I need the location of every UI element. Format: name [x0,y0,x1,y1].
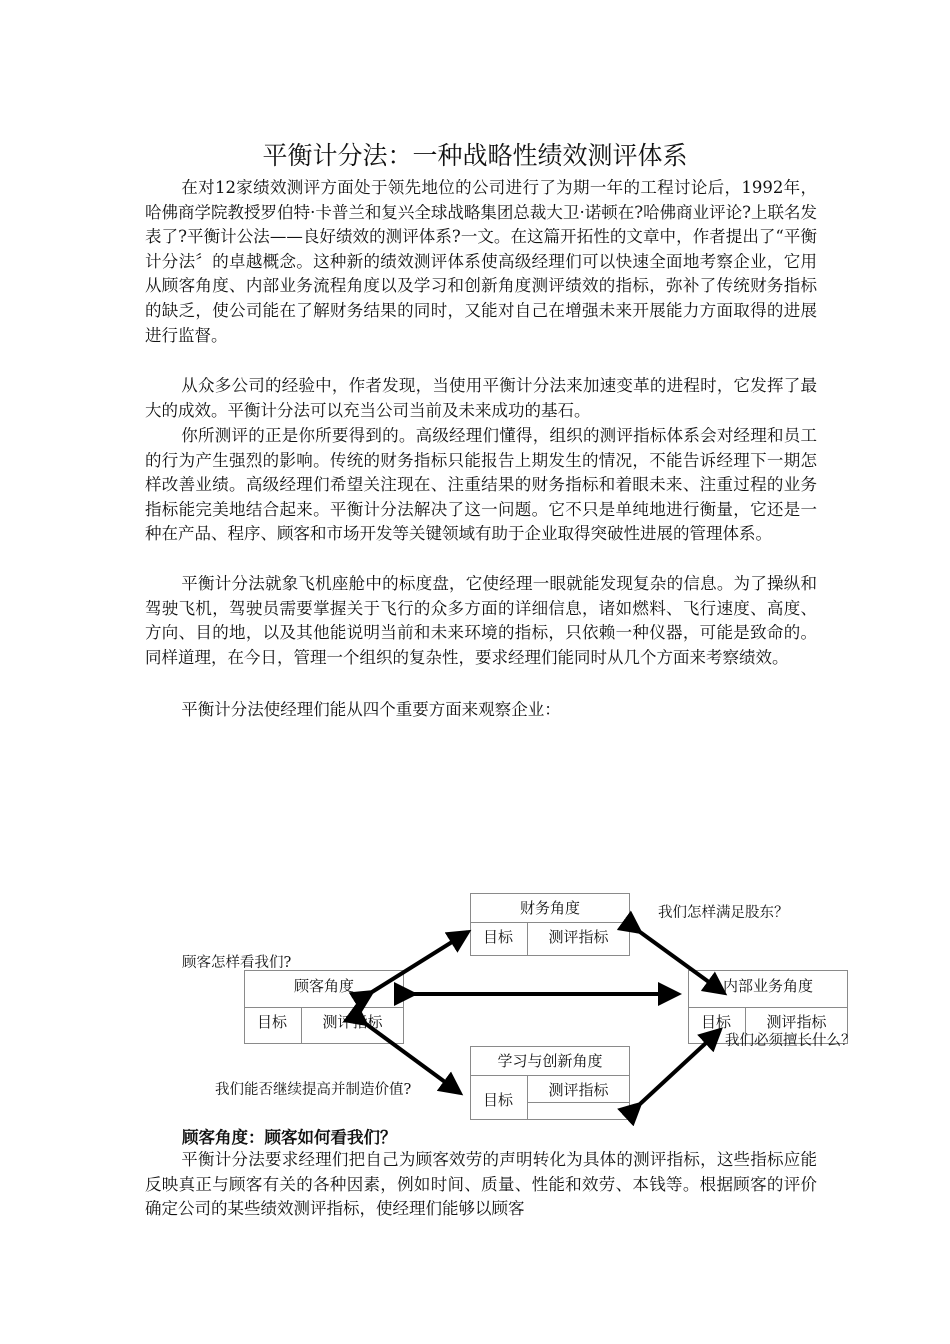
question-customer: 顾客怎样看我们? [182,955,292,971]
customer-goal: 目标 [245,1007,302,1043]
question-internal: 我们必须擅长什么？ [725,1033,856,1049]
question-finance: 我们怎样满足股东？ [658,905,789,921]
paragraph-cockpit: 平衡计分法就象飞机座舱中的标度盘，它使经理一眼就能发现复杂的信息。为了操纵和驾驶飞机，驾驶员需要掌握关于飞行的众多方面的详细信息，诸如燃料、飞行速度、高度、方向、目的地，以及其他能说明当前和未来环境的指标，只依赖一种仪器，可能是致命的。同样道理，在今日，管理一个组织的复杂性，要求经理们能同时从几个方面来考察绩效。 [145,574,817,667]
paragraph-experience: 从众多公司的经验中，作者发现，当使用平衡计分法来加速变革的进程时，它发挥了最大的成效。平衡计分法可以充当公司当前及未来成功的基石。 [145,376,817,420]
finance-header: 财务角度 [471,894,629,923]
question-learning: 我们能否继续提高并制造价值? [215,1082,412,1098]
finance-measure: 测评指标 [548,928,609,946]
paragraph-intro: 在对12家绩效测评方面处于领先地位的公司进行了为期一年的工程讨论后，1992年，哈佛商学院教授罗伯特·卡普兰和复兴全球战略集团总裁大卫·诺顿在?哈佛商业评论?上联名发表了?平衡计公法——良好绩效的测评体系?一文。在这篇开拓性的文章中，作者提出了“平衡计分法〞的卓越概念。这种新的绩效测评体系使高级经理们可以快速全面地考察企业，它用从顾客角度、内部业务流程角度以及学习和创新角度测评绩效的指标，弥补了传统财务指标的缺乏，使公司能在了解财务结果的同时，又能对自己在增强未来开展能力方面取得的进展进行监督。 [145,178,817,345]
customer-measure: 测评指标 [322,1013,383,1031]
internal-measure: 测评指标 [766,1013,827,1031]
section-heading-customer: 顾客角度：顾客如何看我们？ [182,1128,397,1147]
arrow-customer-finance [372,932,468,992]
finance-goal: 目标 [471,922,528,955]
learning-measure: 测评指标 [528,1075,629,1103]
document-title: 平衡计分法：一种战略性绩效测评体系 [262,141,688,170]
learning-header: 学习与创新角度 [471,1047,629,1076]
paragraph-measure: 你所测评的正是你所要得到的。高级经理们懂得，组织的测评指标体系会对经理和员工的行为产生强烈的影响。传统的财务指标只能报告上期发生的情况，不能告诉经理下一期怎样改善业绩。高级经理们希望关注现在、注重结果的财务指标和着眼未来、注重过程的业务指标能完美地结合起来。平衡计分法解决了这一问题。它不只是单纯地进行衡量，它还是一种在产品、程序、顾客和市场开发等关键领域有助于企业取得突破性进展的管理体系。 [145,426,817,544]
arrow-finance-internal [640,932,724,993]
learning-goal: 目标 [471,1075,528,1119]
internal-goal: 目标 [689,1007,746,1043]
arrow-learning-internal [640,1030,720,1104]
paragraph-customer: 平衡计分法要求经理们把自己为顾客效劳的声明转化为具体的测评指标，这些指标应能反映真正与顾客有关的各种因素，例如时间、质量、性能和效劳、本钱等。根据顾客的评价确定公司的某些绩效测评指标，使经理们能够以顾客 [145,1150,817,1219]
paragraph-four-perspectives: 平衡计分法使经理们能从四个重要方面来观察企业： [181,700,561,719]
internal-header: 内部业务角度 [689,971,847,1008]
customer-header: 顾客角度 [245,971,403,1008]
